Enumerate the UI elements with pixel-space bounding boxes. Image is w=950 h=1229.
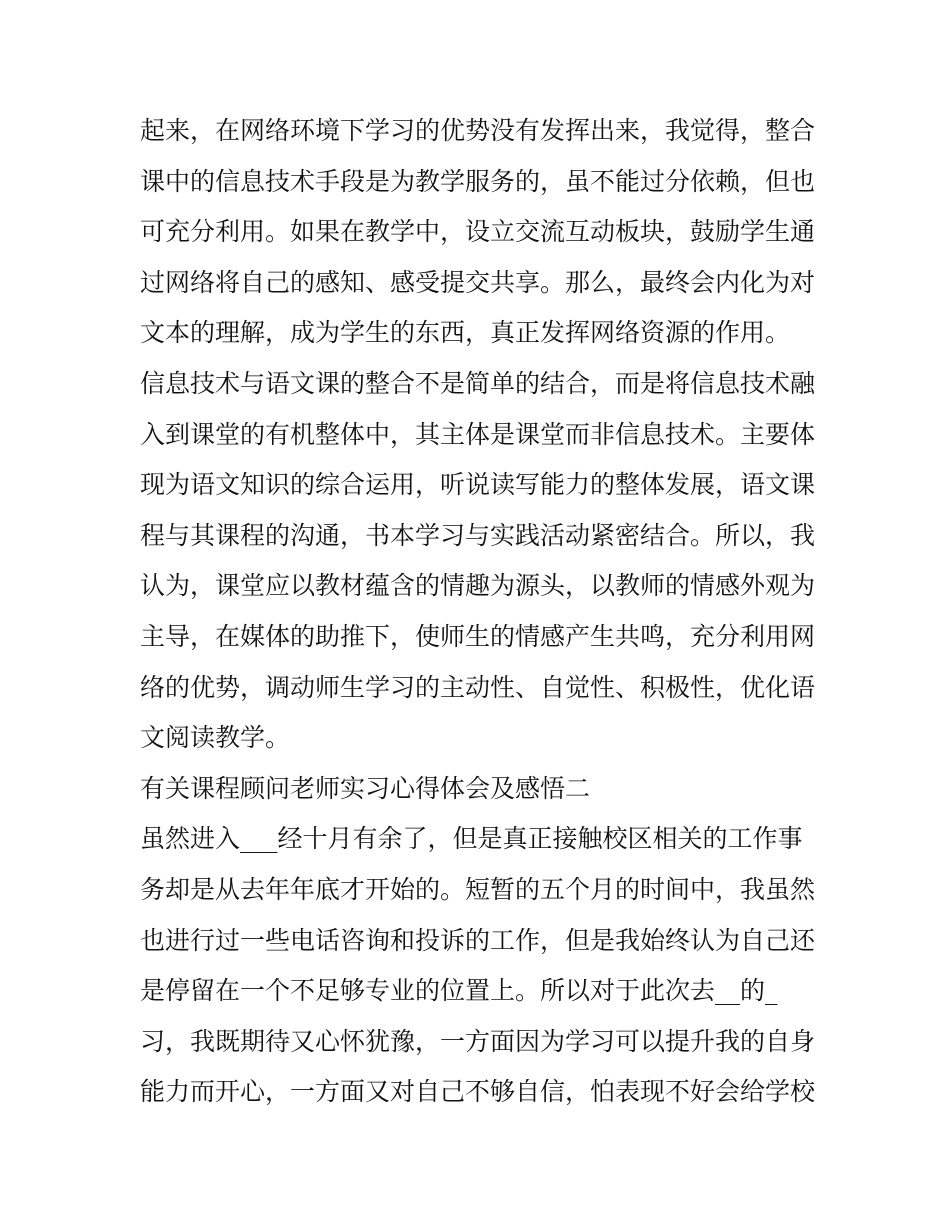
text-line: 主导，在媒体的助推下，使师生的情感产生共鸣，充分利用网 [140,621,816,651]
text-line: 起来，在网络环境下学习的优势没有发挥出来，我觉得，整合 [140,116,816,145]
text-line: 也进行过一些电话咨询和投诉的工作，但是我始终认为自己还 [140,925,816,955]
text-line: 信息技术与语文课的整合不是简单的结合，而是将信息技术融 [140,368,816,398]
text-line: 认为，课堂应以教材蕴含的情趣为源头，以教师的情感外观为 [140,571,816,601]
text-line: 课中的信息技术手段是为教学服务的，虽不能过分依赖，但也 [140,166,816,196]
text-line: 络的优势，调动师生学习的主动性、自觉性、积极性，优化语 [140,672,816,702]
text-line: 文阅读教学。 [140,723,291,753]
text-line: 入到课堂的有机整体中，其主体是课堂而非信息技术。主要体 [140,419,816,449]
text-line: 能力而开心，一方面又对自己不够自信，怕表现不好会给学校 [140,1077,816,1107]
text-line: 务却是从去年年底才开始的。短暂的五个月的时间中，我虽然 [140,874,816,904]
text-line: 可充分利用。如果在教学中，设立交流互动板块，鼓励学生通 [140,217,816,247]
document-body [140,106,820,1118]
text-line: 虽然进入___经十月有余了，但是真正接触校区相关的工作事 [140,824,803,854]
text-line: 习，我既期待又心怀犹豫，一方面因为学习可以提升我的自身 [140,1026,816,1056]
text-line: 程与其课程的沟通，书本学习与实践活动紧密结合。所以，我 [140,520,816,550]
section-heading: 有关课程顾问老师实习心得体会及感悟二 [140,773,591,803]
text-line: 过网络将自己的感知、感受提交共享。那么，最终会内化为对 [140,267,816,297]
text-line: 现为语文知识的综合运用，听说读写能力的整体发展，语文课 [140,470,816,500]
text-line: 文本的理解，成为学生的东西，真正发挥网络资源的作用。 [140,318,791,348]
text-line: 是停留在一个不足够专业的位置上。所以对于此次去__的_ [140,976,778,1006]
